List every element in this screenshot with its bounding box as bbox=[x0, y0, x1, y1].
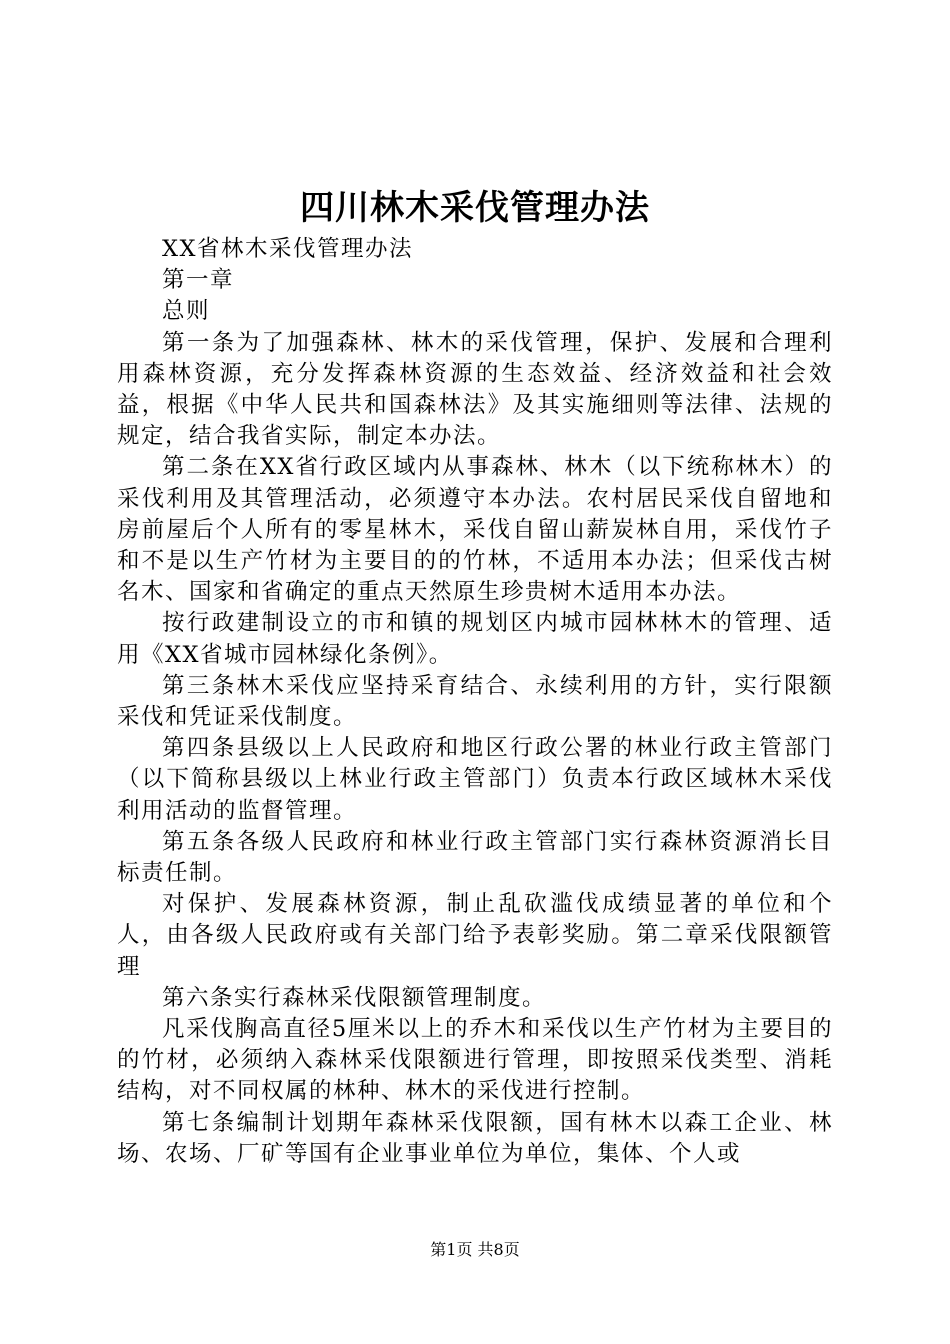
paragraph: 对保护、发展森林资源，制止乱砍滥伐成绩显著的单位和个人，由各级人民政府或有关部门给予表彰奖励。第二章采伐限额管理 bbox=[117, 891, 833, 980]
paragraph: 按行政建制设立的市和镇的规划区内城市园林林木的管理、适用《XX省城市园林绿化条例》。 bbox=[117, 610, 833, 668]
paragraph: 第一条为了加强森林、林木的采伐管理，保护、发展和合理利用森林资源，充分发挥森林资源的生态效益、经济效益和社会效益，根据《中华人民共和国森林法》及其实施细则等法律、法规的规定，结合我省实际，制定本办法。 bbox=[117, 329, 833, 450]
paragraph: 总则 bbox=[162, 298, 211, 325]
paragraph: 第六条实行森林采伐限额管理制度。 bbox=[162, 984, 547, 1011]
paragraph: 第五条各级人民政府和林业行政主管部门实行森林资源消长目标责任制。 bbox=[117, 828, 833, 887]
paragraph: 第七条编制计划期年森林采伐限额，国有林木以森工企业、林场、农场、厂矿等国有企业事业单位为单位，集体、个人或 bbox=[117, 1109, 833, 1167]
page-number-footer: 第1页 共8页 bbox=[430, 1240, 520, 1259]
document-body bbox=[117, 234, 833, 1170]
paragraph: 凡采伐胸高直径5厘米以上的乔木和采伐以生产竹材为主要目的的竹材，必须纳入森林采伐限额进行管理，即按照采伐类型、消耗结构，对不同权属的林种、林木的采伐进行控制。 bbox=[117, 1016, 833, 1105]
paragraph: 第三条林木采伐应坚持采育结合、永续利用的方针，实行限额采伐和凭证采伐制度。 bbox=[117, 672, 833, 731]
paragraph: 第四条县级以上人民政府和地区行政公署的林业行政主管部门（以下简称县级以上林业行政主管部门）负责本行政区域林木采伐利用活动的监督管理。 bbox=[117, 735, 833, 824]
document-title: 四川林木采伐管理办法 bbox=[300, 188, 650, 228]
paragraph: XX省林木采伐管理办法 bbox=[162, 236, 414, 262]
paragraph: 第二条在XX省行政区域内从事森林、林木（以下统称林木）的采伐利用及其管理活动，必须遵守本办法。农村居民采伐自留地和房前屋后个人所有的零星林木，采伐自留山薪炭林自用，采伐竹子和不是以生产竹材为主要目的的竹林，不适用本办法；但采伐古树名木、国家和省确定的重点天然原生珍贵树木适用本办法。 bbox=[117, 454, 833, 606]
paragraph: 第一章 bbox=[162, 267, 235, 294]
